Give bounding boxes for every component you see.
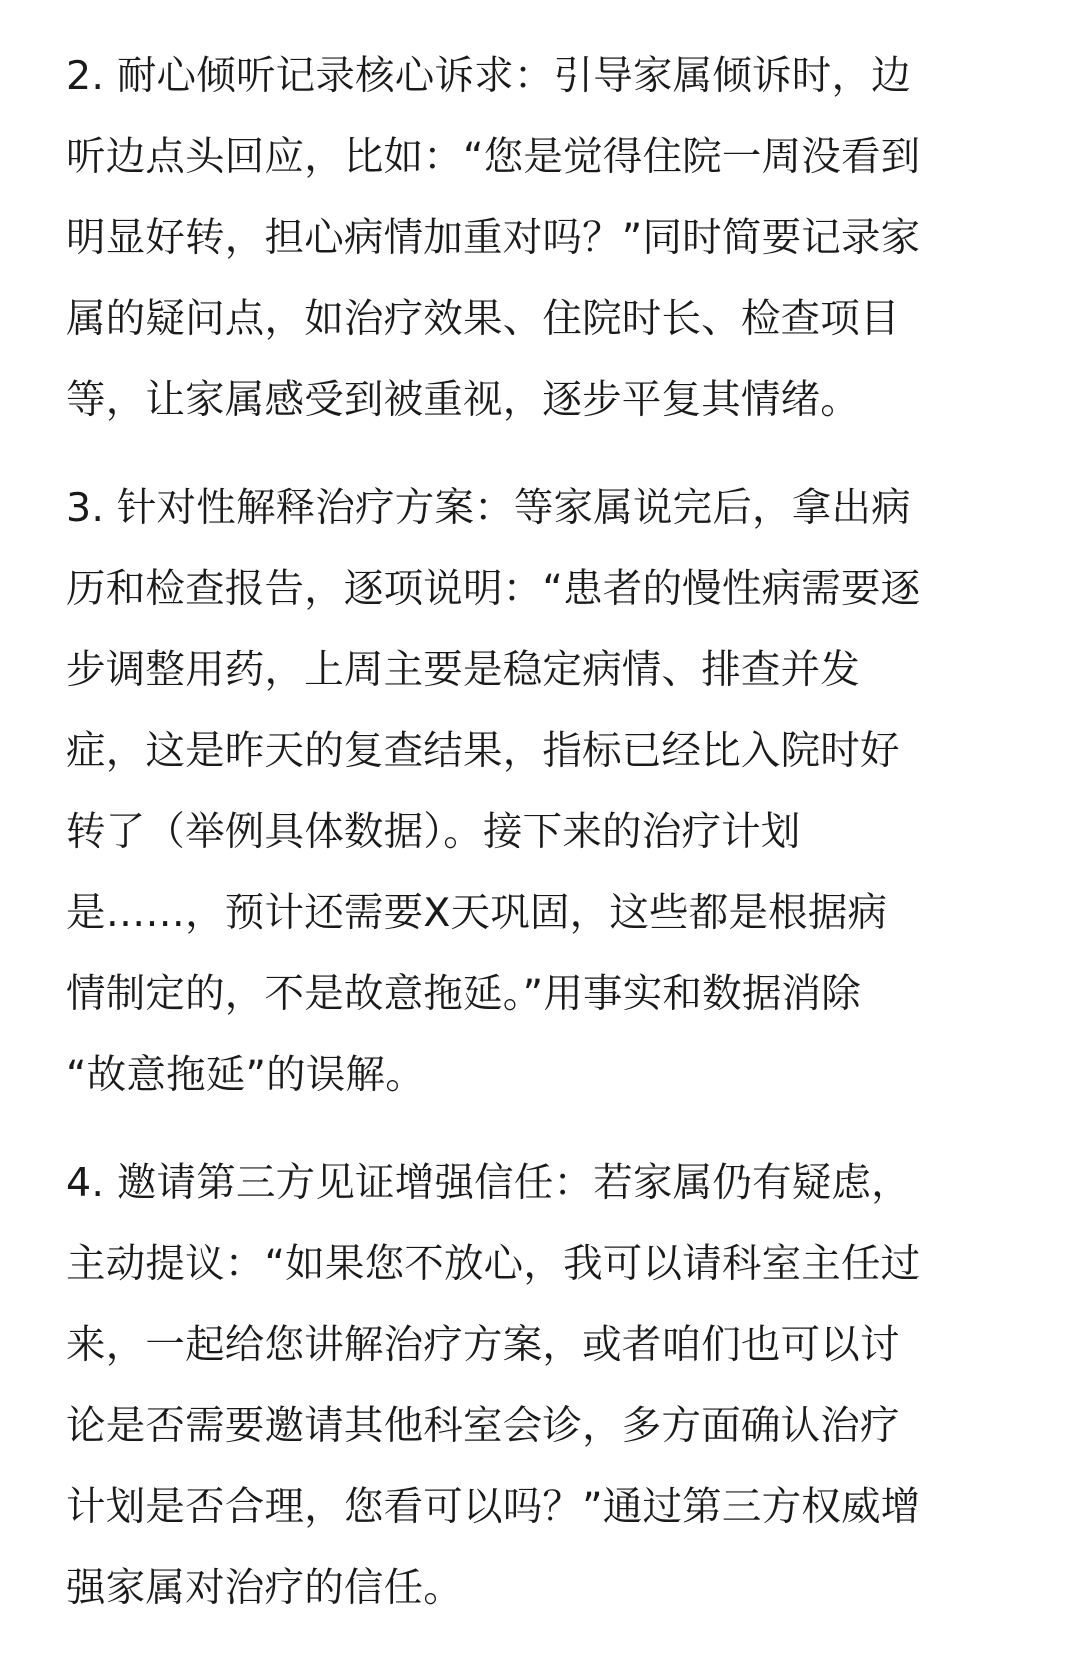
text-line: 转了（举例具体数据）。接下来的治疗计划 [66,809,801,855]
text-line: 论是否需要邀请其他科室会诊，多方面确认治疗 [66,1403,900,1449]
text-line: 明显好转，担心病情加重对吗？”同时简要记录家 [66,215,921,261]
paragraph-step-2 [66,36,1014,441]
text-line: 强家属对治疗的信任。 [66,1565,463,1611]
text-line: 3. 针对性解释治疗方案：等家属说完后，拿出病 [66,485,911,531]
paragraph-step-3 [66,468,1014,1116]
article-body [66,36,1014,1629]
text-line: 主动提议：“如果您不放心，我可以请科室主任过 [66,1241,921,1287]
text-line: “故意拖延”的误解。 [66,1052,425,1098]
text-line: 来，一起给您讲解治疗方案，或者咱们也可以讨 [66,1322,900,1368]
text-line: 属的疑问点，如治疗效果、住院时长、检查项目 [66,296,900,342]
text-line: 情制定的，不是故意拖延。”用事实和数据消除 [66,971,861,1017]
text-line: 计划是否合理，您看可以吗？”通过第三方权威增 [66,1484,921,1530]
text-line: 听边点头回应，比如：“您是觉得住院一周没看到 [66,134,921,180]
text-line: 4. 邀请第三方见证增强信任：若家属仍有疑虑， [66,1160,911,1206]
text-line: 2. 耐心倾听记录核心诉求：引导家属倾诉时，边 [66,53,911,99]
text-line: 是……，预计还需要X天巩固，这些都是根据病 [66,890,888,936]
paragraph-step-4 [66,1143,1014,1629]
text-line: 步调整用药，上周主要是稳定病情、排查并发 [66,647,860,693]
text-line: 历和检查报告，逐项说明：“患者的慢性病需要逐 [66,566,921,612]
text-line: 等，让家属感受到被重视，逐步平复其情绪。 [66,377,860,423]
text-line: 症，这是昨天的复查结果，指标已经比入院时好 [66,728,900,774]
